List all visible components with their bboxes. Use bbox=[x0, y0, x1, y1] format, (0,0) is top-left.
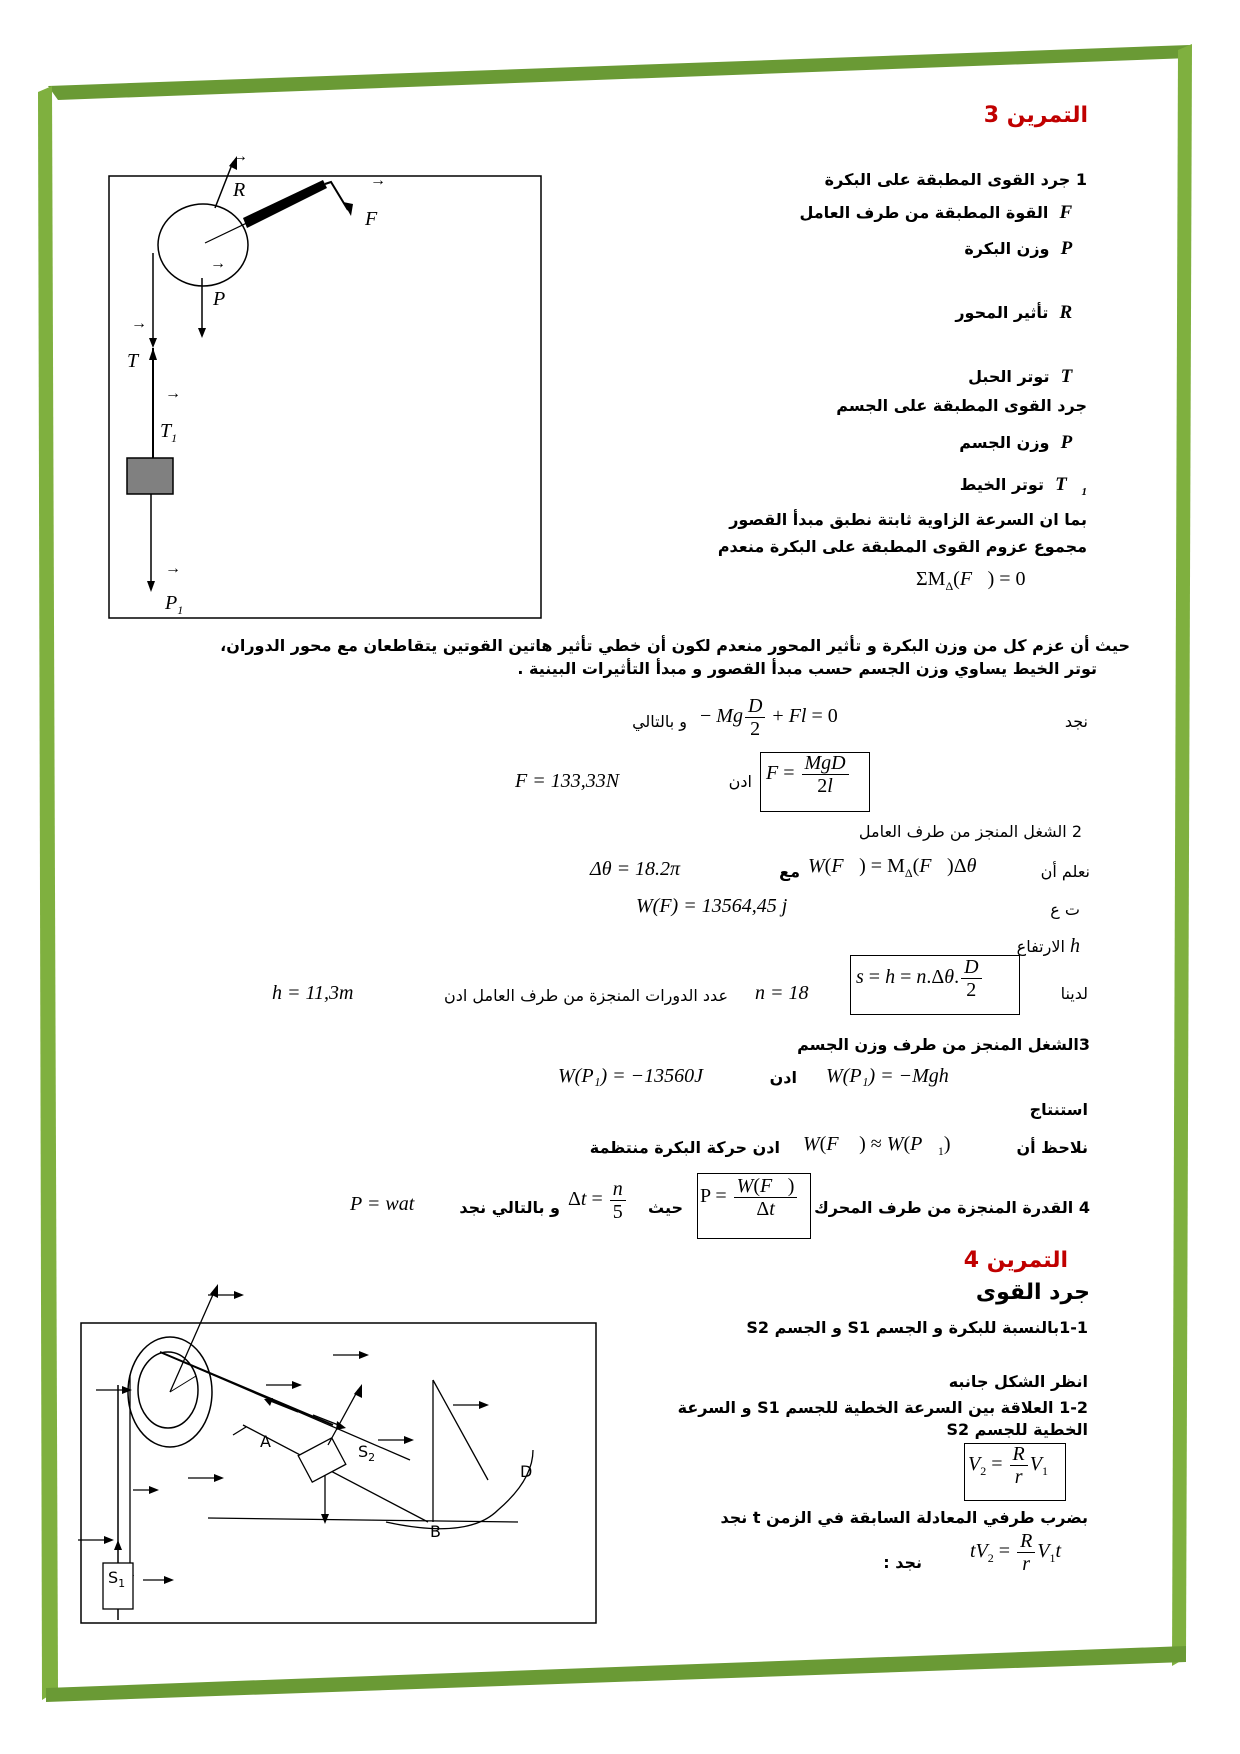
label-R: R bbox=[233, 179, 246, 201]
ex4-heading: جرد القوى bbox=[975, 1280, 1090, 1305]
ex3-force-R-text: تأثير المحور bbox=[955, 303, 1049, 322]
exercise-3-title: التمرين 3 bbox=[983, 103, 1088, 128]
W-P1-value: W(P₁) = −13560J bbox=[558, 1065, 704, 1087]
dtheta-value: Δθ = 18.2π bbox=[590, 858, 681, 880]
ex3-istintaj: استنتاج bbox=[1029, 1100, 1088, 1119]
arrow-symbols: → bbox=[210, 255, 226, 272]
ex3-q1: 1 جرد القوى المطبقة على البكرة bbox=[824, 170, 1087, 189]
fig2-S2-text: S bbox=[358, 1442, 369, 1461]
ex4-l3: 1-2 العلاقة بين السرعة الخطية للجسم S1 و السرعة bbox=[677, 1398, 1088, 1417]
arrow-symbols: → bbox=[165, 385, 181, 402]
fig2-B: B bbox=[430, 1522, 441, 1541]
ex3-force-T-text: توتر الحبل bbox=[968, 367, 1050, 386]
ex4-l1: 1-1بالنسبة للبكرة و الجسم S1 و الجسم S2 bbox=[746, 1318, 1088, 1337]
ex3-q2: 2 الشغل المنجز من طرف العامل bbox=[858, 822, 1082, 841]
ex3-inertia: بما ان السرعة الزاوية ثابتة نطبق مبدأ القصور bbox=[729, 510, 1087, 529]
ex3-q3: 3الشغل المنجز من طرف وزن الجسم bbox=[797, 1035, 1090, 1054]
ex3-paragraph-1: حيث أن عزم كل من وزن البكرة و تأثير المحور منعدم لكون أن خطي تأثير هاتين القوتين يتقاطعان مع محور الدوران، bbox=[220, 636, 1130, 655]
eq-h-formula: s = h = n.Δθ. $\frac{D}{2}$ bbox=[856, 956, 984, 1001]
ex3-irtifa: h الارتفاع bbox=[1016, 935, 1080, 957]
fig2-S2: $S_2$ bbox=[358, 1442, 376, 1465]
eq-F-formula: F = $\frac{\text{MgD}}{2l}$ bbox=[766, 752, 851, 797]
ex3-paragraph-2: توتر الخيط يساوي وزن الجسم حسب مبدأ القصور و مبدأ التأثيرات البينية . bbox=[517, 659, 1097, 678]
ex4-l4: الخطية للجسم S2 bbox=[946, 1420, 1088, 1439]
ex3-force-F: F⃗ القوة المطبقة من طرف العامل bbox=[799, 202, 1087, 223]
label-T1: $T_1$ bbox=[160, 420, 178, 445]
label-T1-text: T bbox=[160, 420, 172, 442]
arrow-symbols: → bbox=[165, 560, 181, 577]
h-value: h = 11,3m bbox=[272, 982, 354, 1004]
arrow-symbols: → bbox=[131, 315, 147, 332]
label-F: F bbox=[365, 208, 378, 230]
ex3-force-P-body: P⃗ وزن الجسم bbox=[959, 432, 1087, 453]
label-P: P bbox=[213, 288, 226, 310]
eq-work-def: W(F⃗) = $M_\Delta(F⃗)\Delta\theta$ bbox=[808, 855, 977, 880]
eq-tV2-formula: $tV_2$ = $\frac{R}{r}$ $V_1t$ bbox=[970, 1530, 1062, 1575]
ex3-idn-2: ادن bbox=[769, 1068, 797, 1087]
label-T: T bbox=[127, 350, 139, 372]
fig2-D: D bbox=[520, 1462, 533, 1481]
P-value: P = wat bbox=[350, 1193, 415, 1215]
ex3-haythu: حيث bbox=[648, 1198, 683, 1217]
arrow-symbols: → bbox=[370, 172, 386, 189]
ex3-naalam: نعلم أن bbox=[1040, 862, 1090, 881]
ex3-maa: مع bbox=[779, 862, 800, 881]
ex3-tah: ت ع bbox=[1050, 900, 1080, 919]
ex4-l5: بضرب طرفي المعادلة السابقة في الزمن t نجد bbox=[720, 1508, 1088, 1527]
ex3-q4: 4 القدرة المنجزة من طرف المحرك bbox=[814, 1198, 1090, 1217]
ex3-adad: عدد الدورات المنجزة من طرف العامل ادن bbox=[443, 986, 728, 1005]
arrow-symbols: → bbox=[232, 148, 248, 165]
fig2-A: A bbox=[260, 1432, 271, 1451]
W-P1-formula: W(P₁) = −Mgh bbox=[826, 1065, 949, 1087]
eq-V2-formula: $V_2$ = $\frac{R}{r}$ $V_1$ bbox=[968, 1443, 1048, 1488]
ex3-idn-1: ادن bbox=[728, 772, 752, 791]
pulley-figure-2 bbox=[78, 1250, 598, 1630]
ex3-conclusion: ادن حركة البكرة منتظمة bbox=[589, 1138, 780, 1157]
label-P1-text: P bbox=[165, 592, 178, 614]
ex3-ladayna: لدينا bbox=[1060, 984, 1088, 1003]
fig2-S1-text: S bbox=[108, 1568, 119, 1587]
ex4-l2: انظر الشكل جانبه bbox=[948, 1372, 1088, 1391]
ex3-wabit2: و بالتالي نجد bbox=[459, 1198, 560, 1217]
ex3-force-P-body-text: وزن الجسم bbox=[959, 433, 1050, 452]
ex3-force-F-text: القوة المطبقة من طرف العامل bbox=[799, 203, 1049, 222]
eq-work-approx: W(F⃗ ) ≈ $W(P⃗_1)$ bbox=[803, 1133, 951, 1158]
eq-dt: Δt = $\frac{n}{5}$ bbox=[568, 1178, 628, 1223]
ex3-force-T: T⃗ توتر الحبل bbox=[968, 366, 1087, 387]
ex3-moments: مجموع عزوم القوى المطبقة على البكرة منعدم bbox=[717, 537, 1087, 556]
ex3-force-P-text: وزن البكرة bbox=[964, 239, 1050, 258]
ex3-force-P: P⃗ وزن البكرة bbox=[964, 238, 1087, 259]
F-value: F = 133,33N bbox=[515, 770, 620, 792]
W-F-value: W(F) = 13564,45 j bbox=[636, 895, 788, 917]
ex3-wabit: و بالتالي bbox=[632, 712, 687, 731]
ex3-nulahiz: نلاحظ أن bbox=[1016, 1138, 1088, 1157]
n-value: n = 18 bbox=[755, 982, 809, 1004]
eq-sum-moments-text: ΣM bbox=[916, 568, 946, 590]
ex3-force-T1: $T⃗_1$ توتر الخيط bbox=[959, 474, 1087, 498]
ex4-l6: نجد : bbox=[883, 1553, 922, 1572]
eq-sum-moments: $\Sigma M_\Delta(F⃗) = 0$ bbox=[916, 568, 1026, 593]
ex3-irtifa-text: الارتفاع bbox=[1016, 937, 1065, 956]
ex3-najid: نجد bbox=[1064, 712, 1088, 731]
fig2-S1: $S_1$ bbox=[108, 1568, 126, 1591]
eq-P-formula: P = $\frac{W(F⃗)}{\Delta t}$ bbox=[700, 1175, 799, 1220]
ex3-force-T1-text: توتر الخيط bbox=[959, 475, 1044, 494]
ex3-force-R: R⃗ تأثير المحور bbox=[955, 302, 1087, 323]
ex3-body-forces: جرد القوى المطبقة على الجسم bbox=[836, 396, 1087, 415]
label-P1: $P_1$ bbox=[165, 592, 184, 617]
eq-moment-balance: − Mg $\frac{D}{2}$ + Fl = 0 bbox=[700, 695, 838, 740]
exercise-4-title: التمرين 4 bbox=[963, 1248, 1068, 1273]
